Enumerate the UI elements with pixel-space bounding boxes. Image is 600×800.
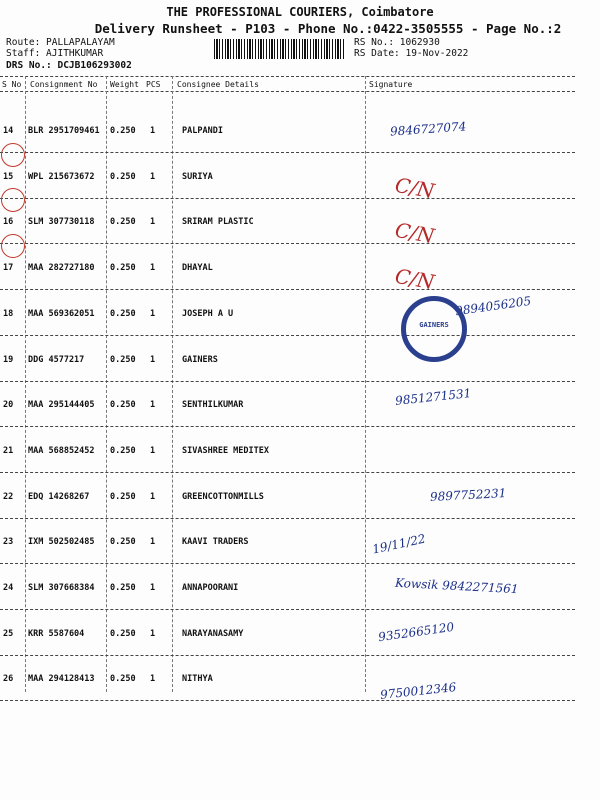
row-divider: [0, 243, 575, 244]
row-signature: 9352665120: [377, 619, 455, 644]
row-weight: 0.250: [110, 445, 136, 456]
row-consignee: ANNAPOORANI: [182, 583, 239, 593]
column-divider: [25, 76, 26, 692]
row-sno: 26: [3, 674, 14, 685]
row-signature: 9897752231: [429, 485, 507, 504]
header-rule-top: [0, 76, 575, 77]
row-consignee: GREENCOTTONMILLS: [182, 491, 264, 502]
col-consignee: Consignee Details: [177, 80, 259, 89]
row-divider: [0, 381, 575, 382]
row-consignee: KAAVI TRADERS: [182, 537, 249, 548]
barcode: [214, 39, 346, 59]
row-consignment: SLM 307730118: [28, 217, 95, 228]
row-weight: 0.250: [110, 628, 136, 639]
row-consignee: PALPANDI: [182, 126, 223, 136]
row-signature: 19/11/22: [371, 531, 427, 557]
row-weight: 0.250: [110, 491, 136, 502]
row-consignee: JOSEPH A U: [182, 308, 234, 319]
row-consignee: NITHYA: [182, 674, 213, 685]
row-divider: [0, 289, 575, 290]
row-consignee: GAINERS: [182, 354, 218, 365]
row-weight: 0.250: [110, 217, 136, 228]
row-sno: 14: [3, 126, 14, 136]
rs-date: RS Date: 19-Nov-2022: [354, 48, 469, 59]
row-consignee: DHAYAL: [182, 263, 213, 274]
row-consignee: SURIYA: [182, 171, 213, 182]
row-divider: [0, 609, 575, 610]
col-weight: Weight: [110, 80, 139, 89]
row-pcs: 1: [150, 537, 156, 548]
row-consignment: MAA 294128413: [28, 674, 95, 685]
row-weight: 0.250: [110, 583, 136, 593]
row-signature: 9846727074: [389, 119, 467, 139]
row-consignee: SENTHILKUMAR: [182, 400, 244, 411]
column-divider: [365, 76, 366, 692]
row-consignment: EDQ 14268267: [28, 491, 90, 502]
row-sno: 21: [3, 445, 14, 456]
row-pcs: 1: [150, 217, 156, 228]
row-weight: 0.250: [110, 354, 136, 365]
row-sno: 18: [3, 308, 14, 319]
row-sno: 17: [3, 263, 14, 274]
rs-number: RS No.: 1062930: [354, 37, 440, 48]
staff-label: Staff: AJITHKUMAR: [6, 48, 104, 59]
row-signature: Kowsik 9842271561: [394, 575, 519, 597]
row-sno: 15: [3, 171, 14, 182]
row-divider: [0, 335, 575, 336]
row-17-red-circle: [1, 234, 25, 258]
col-pcs: PCS: [146, 80, 161, 89]
row-signature: 9750012346: [379, 680, 457, 703]
column-divider: [172, 76, 173, 692]
row-divider: [0, 655, 575, 656]
col-signature: Signature: [369, 80, 413, 89]
row-sno: 22: [3, 491, 14, 502]
header-rule-bottom: [0, 91, 575, 92]
row-signature: 9851271531: [394, 386, 472, 409]
row-consignment: BLR 2951709461: [28, 126, 100, 136]
row-consignee: NARAYANASAMY: [182, 628, 244, 639]
row-signature: C/N: [393, 263, 437, 295]
row-pcs: 1: [150, 126, 156, 136]
row-divider: [0, 518, 575, 519]
row-divider: [0, 472, 575, 473]
row-consignee: SRIRAM PLASTIC: [182, 217, 254, 228]
row-divider: [0, 700, 575, 701]
drs-number: DRS No.: DCJB106293002: [6, 60, 132, 71]
row-pcs: 1: [150, 491, 156, 502]
row-consignment: WPL 215673672: [28, 171, 95, 182]
col-consignment: Consignment No: [30, 80, 98, 89]
row-sno: 25: [3, 628, 14, 639]
row-weight: 0.250: [110, 674, 136, 685]
row-signature: C/N: [393, 172, 437, 203]
row-signature: 9894056205: [454, 293, 532, 319]
row-pcs: 1: [150, 445, 156, 456]
row-weight: 0.250: [110, 537, 136, 548]
company-title: THE PROFESSIONAL COURIERS, Coimbatore: [166, 5, 434, 19]
row-sno: 20: [3, 400, 14, 411]
runsheet-subtitle: Delivery Runsheet - P103 - Phone No.:0422-3505555 - Page No.:2: [94, 21, 562, 36]
row-pcs: 1: [150, 400, 156, 411]
row-sno: 16: [3, 217, 14, 228]
row-pcs: 1: [150, 628, 156, 639]
row-consignment: KRR 5587604: [28, 628, 85, 639]
row-pcs: 1: [150, 263, 156, 274]
row-consignment: MAA 295144405: [28, 400, 95, 411]
row-sno: 23: [3, 537, 14, 548]
route-label: Route: PALLAPALAYAM: [6, 37, 115, 48]
row-16-red-circle: [1, 188, 25, 212]
stamp-text: GAINERS: [419, 321, 449, 329]
column-divider: [106, 76, 107, 692]
row-weight: 0.250: [110, 171, 136, 182]
row-pcs: 1: [150, 674, 156, 685]
row-divider: [0, 563, 575, 564]
row-sno: 19: [3, 354, 14, 365]
row-15-red-circle: [1, 143, 25, 167]
row-pcs: 1: [150, 308, 156, 319]
row-weight: 0.250: [110, 400, 136, 411]
row-consignment: IXM 502502485: [28, 537, 95, 548]
row-pcs: 1: [150, 171, 156, 182]
row-consignment: MAA 569362051: [28, 308, 95, 319]
row-sno: 24: [3, 583, 14, 593]
row-pcs: 1: [150, 583, 156, 593]
row-consignment: MAA 282727180: [28, 263, 95, 274]
company-stamp: [401, 296, 467, 362]
row-weight: 0.250: [110, 308, 136, 319]
row-consignment: SLM 307668384: [28, 583, 95, 593]
row-consignment: MAA 568852452: [28, 445, 95, 456]
row-pcs: 1: [150, 354, 156, 365]
row-signature: C/N: [393, 218, 437, 249]
row-weight: 0.250: [110, 126, 136, 136]
row-divider: [0, 426, 575, 427]
row-consignment: DDG 4577217: [28, 354, 85, 365]
row-consignee: SIVASHREE MEDITEX: [182, 445, 269, 456]
col-sno: S No: [2, 80, 22, 89]
row-divider: [0, 198, 575, 199]
row-divider: [0, 152, 575, 153]
row-weight: 0.250: [110, 263, 136, 274]
